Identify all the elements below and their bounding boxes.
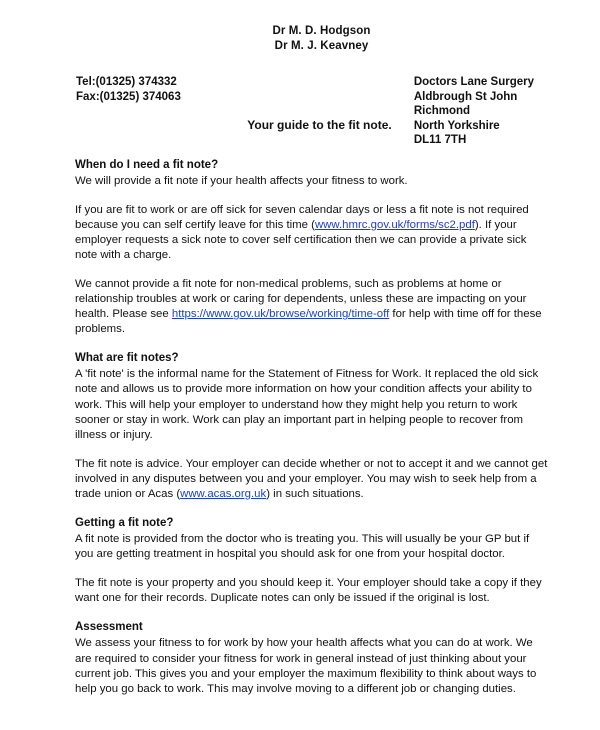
phone-number: Tel:(01325) 374332 [76,76,177,88]
section-heading: When do I need a fit note? [75,158,219,171]
doctor-name-1: Dr M. D. Hodgson [272,25,371,37]
section-heading: Getting a fit note? [75,517,174,530]
paragraph-text: for help with time off for these problems. [75,308,542,336]
address-line-1: Doctors Lane Surgery [413,76,534,88]
contact-numbers [75,75,181,104]
address-line-2: Aldbrough St John [413,90,518,103]
document-body [75,158,550,697]
paragraph [75,457,550,502]
paragraph-text: ). If your employer requests a sick note to cover self certification then we can provide a private sick note with a charge. [75,218,527,261]
practice-doctors [75,24,550,54]
section-heading: Assessment [75,621,143,634]
paragraph [75,174,550,189]
paragraph-text: The fit note is advice. Your employer can decide whether or not to accept it and we cannot get involved in any disputes between you and your employer. You may wish to seek help from a trade union or Acas ( [75,457,548,500]
doctor-name-2: Dr M. J. Keavney [274,40,369,52]
address-line-4: North Yorkshire [413,119,500,132]
contact-block [75,75,550,148]
external-link[interactable]: www.hmrc.gov.uk/forms/sc2.pdf [314,218,475,231]
paragraph-text: The fit note is your property and you should keep it. Your employer should take a copy if they want one for their records. Duplicate notes can only be issued if the original is lost. [75,577,542,605]
external-link[interactable]: www.acas.org.uk [180,488,267,500]
paragraph [75,532,550,562]
paragraph-text: If you are fit to work or are off sick for seven calendar days or less a fit note is not required because you can self certify leave for this time ( [75,203,529,231]
practice-address [414,75,550,148]
paragraph-text: We will provide a fit note if your health affects your fitness to work. [75,174,408,187]
address-line-5: DL11 7TH [413,134,467,146]
paragraph [75,203,550,263]
page-title: Your guide to the fit note. [247,117,392,132]
fax-number: Fax:(01325) 374063 [76,90,181,103]
paragraph [75,636,550,696]
paragraph-text: A 'fit note' is the informal name for the Statement of Fitness for Work. It replaced the old sick note and allows us to provide more information on how your condition affects your ability to work. This will help your employer to understand how they might help you return to work sooner or stay in work. Work can play an important part in helping people to recover from illness or injury. [75,368,539,441]
paragraph [75,367,550,442]
paragraph [75,277,550,337]
paragraph [75,576,550,606]
section-heading: What are fit notes? [75,352,179,365]
external-link[interactable]: https://www.gov.uk/browse/working/time-off [171,308,390,321]
address-line-3: Richmond [413,105,471,117]
paragraph-text: A fit note is provided from the doctor who is treating you. This will usually be your GP but if you are getting treatment in hospital you should ask for one from your hospital doctor. [75,533,530,561]
paragraph-text: We assess your fitness to for work by how your health affects what you can do at work. We are required to consider your fitness for work in general instead of just thinking about your current job. This gives you and your employer the maximum flexibility to think about ways to help you go back to work. This may involve moving to a different job or changing duties. [75,637,537,695]
paragraph-text: ) in such situations. [266,488,364,500]
paragraph-text: We cannot provide a fit note for non-medical problems, such as problems at home or relationship troubles at work or caring for dependents, unless these are impacting on your health. Please see [75,277,527,321]
